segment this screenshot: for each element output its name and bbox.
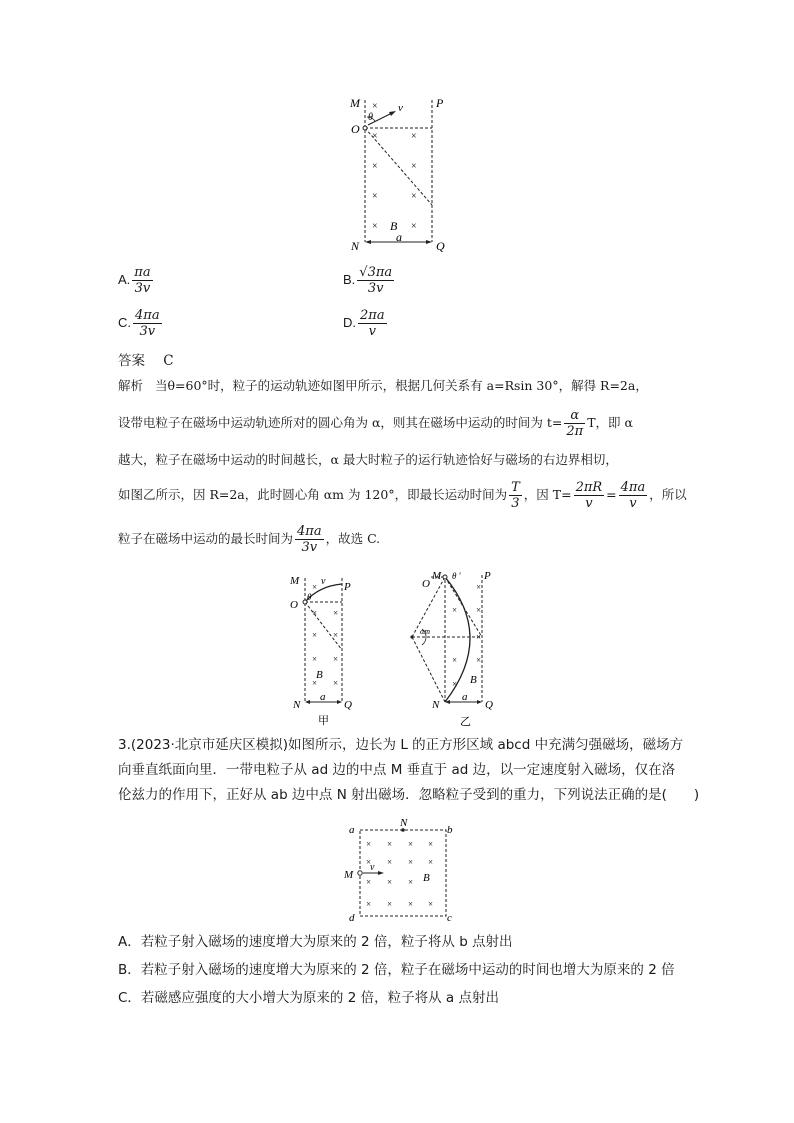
analysis-line-3: 越大，粒子在磁场中运动的时间越长，α 最大时粒子的运行轨迹恰好与磁场的右边界相切， <box>118 452 618 467</box>
jia-label-N: N <box>293 699 301 711</box>
fig1-cross: × <box>372 161 378 172</box>
answer-line <box>118 352 174 370</box>
q3-line-1: 3.(2023·北京市延庆区模拟)如图所示，边长为 L 的正方形区域 abcd 中充满匀强磁场，磁场方 <box>118 737 684 753</box>
jia-label-v: v <box>321 576 326 587</box>
svg-text:×: × <box>408 839 414 849</box>
option-c: C. $\frac{4\pi a}{3v}$ <box>118 308 160 339</box>
analysis-line-1: 解析 当θ=60°时，粒子的运动轨迹如图甲所示，根据几何关系有 a=Rsin 30°，解得 R=2a， <box>118 378 648 393</box>
svg-text:×: × <box>428 857 434 867</box>
svg-text:×: × <box>408 899 414 909</box>
svg-text:×: × <box>428 899 434 909</box>
svg-text:×: × <box>387 857 393 867</box>
fig1-cross: × <box>411 161 417 172</box>
q3-line-2: 向垂直纸面向里．一带电粒子从 ad 边的中点 M 垂直于 ad 边，以一定速度射入磁场，仅在洛 <box>118 762 676 778</box>
yi-label-M: M <box>432 570 442 582</box>
yi-label-a: a <box>462 691 468 703</box>
svg-text:×: × <box>333 608 339 618</box>
svg-text:×: × <box>366 839 372 849</box>
yi-label-N: N <box>432 699 440 711</box>
fig1-cross: × <box>411 191 417 202</box>
jia-label-Q: Q <box>344 699 352 711</box>
fig1-cross: × <box>411 131 417 142</box>
yi-label-O: O <box>422 578 430 590</box>
jia-caption: 甲 <box>318 715 329 727</box>
fig1-label-B: B <box>390 219 398 233</box>
svg-text:×: × <box>333 654 339 664</box>
fig1-label-Q: Q <box>436 239 445 253</box>
fig1-label-theta: θ <box>368 112 373 123</box>
fig3-label-b: b <box>447 824 453 836</box>
svg-text:×: × <box>452 679 458 689</box>
yi-label-B: B <box>470 674 477 686</box>
yi-caption: 乙 <box>460 716 471 728</box>
fig1-cross: × <box>372 131 378 142</box>
yi-label-alpha: αm <box>420 627 430 636</box>
jia-label-theta: θ <box>307 592 312 602</box>
yi-label-P: P <box>484 570 491 582</box>
svg-text:×: × <box>366 857 372 867</box>
figure-3-square-field <box>340 815 460 925</box>
svg-text:×: × <box>452 605 458 615</box>
fig1-label-P: P <box>436 96 444 110</box>
jia-label-M: M <box>290 575 300 587</box>
option-b: B. $\frac{√3\pi a}{3v}$ <box>343 265 393 296</box>
svg-text:×: × <box>387 899 393 909</box>
svg-text:×: × <box>312 582 318 592</box>
svg-text:×: × <box>366 899 372 909</box>
analysis-line-5: 粒子在磁场中运动的最长时间为 $\frac{4\pi a}{3v}$ ，故选 C. <box>118 524 381 555</box>
question-3 <box>118 733 700 808</box>
fig3-label-d: d <box>349 912 355 924</box>
fig3-label-N: N <box>400 817 408 829</box>
fig1-cross: × <box>372 101 378 112</box>
yi-label-theta: θ ′ <box>452 571 461 581</box>
fig1-label-a: a <box>396 230 402 244</box>
svg-text:×: × <box>476 582 482 592</box>
figure-jia <box>285 570 365 730</box>
q3-options <box>118 928 675 1012</box>
analysis-line-4: 如图乙所示，因 R=2a，此时圆心角 αm 为 120°，即最长运动时间为 $\frac{T}{3}$ ，因 T= $\frac{2\pi R}{v}$ = $\frac{4\pi a}{v}$ ，所以 <box>118 480 687 511</box>
svg-text:×: × <box>408 877 414 887</box>
analysis-line-2: 设带电粒子在磁场中运动轨迹所对的圆心角为 α，则其在磁场中运动的时间为 t= $\frac{\alpha}{2\pi}$ T，即 α <box>118 408 633 439</box>
fig1-label-N: N <box>351 239 360 253</box>
fig1-label-M: M <box>350 96 360 110</box>
fig3-label-B: B <box>423 872 430 884</box>
figure-yi <box>400 565 510 730</box>
svg-text:×: × <box>333 630 339 640</box>
q3-option-c: C．若磁感应强度的大小增大为原来的 2 倍，粒子将从 a 点射出 <box>118 990 499 1006</box>
fig3-label-M: M <box>344 869 354 881</box>
option-a: A. $\frac{\pi a}{3v}$ <box>118 265 151 296</box>
answer-value: C <box>163 353 174 369</box>
svg-text:×: × <box>476 605 482 615</box>
figure-1-magnetic-field <box>345 95 455 255</box>
svg-text:×: × <box>476 632 482 642</box>
svg-text:×: × <box>312 608 318 618</box>
fig1-cross: × <box>372 221 378 232</box>
q3-option-b: B．若粒子射入磁场的速度增大为原来的 2 倍，粒子在磁场中运动的时间也增大为原来的 2 倍 <box>118 962 675 978</box>
fig3-label-a: a <box>349 824 355 836</box>
q3-option-a: A．若粒子射入磁场的速度增大为原来的 2 倍，粒子将从 b 点射出 <box>118 934 513 950</box>
yi-label-Q: Q <box>485 699 493 711</box>
fig1-cross: × <box>411 221 417 232</box>
svg-text:×: × <box>452 655 458 665</box>
jia-label-B: B <box>316 669 323 681</box>
fig1-label-v: v <box>398 102 403 114</box>
jia-label-O: O <box>290 599 298 611</box>
answer-label: 答案 <box>118 353 145 369</box>
fig1-cross: × <box>372 191 378 202</box>
svg-text:×: × <box>312 654 318 664</box>
fig1-label-O: O <box>351 122 360 136</box>
svg-text:×: × <box>408 857 414 867</box>
fig3-label-v: v <box>370 862 375 873</box>
option-d: D. $\frac{2\pi a}{v}$ <box>343 308 385 339</box>
jia-label-P: P <box>344 581 351 593</box>
jia-label-a: a <box>320 691 326 703</box>
svg-text:×: × <box>312 630 318 640</box>
q3-line-3: 伦兹力的作用下，正好从 ab 边中点 N 射出磁场．忽略粒子受到的重力，下列说法正确的是( ) <box>118 787 700 803</box>
svg-text:×: × <box>387 877 393 887</box>
svg-text:×: × <box>476 655 482 665</box>
svg-text:×: × <box>312 678 318 688</box>
analysis-label: 解析 <box>118 378 144 393</box>
svg-text:×: × <box>387 839 393 849</box>
fig3-label-c: c <box>447 912 452 924</box>
svg-text:×: × <box>428 839 434 849</box>
svg-text:×: × <box>366 877 372 887</box>
svg-text:×: × <box>333 678 339 688</box>
